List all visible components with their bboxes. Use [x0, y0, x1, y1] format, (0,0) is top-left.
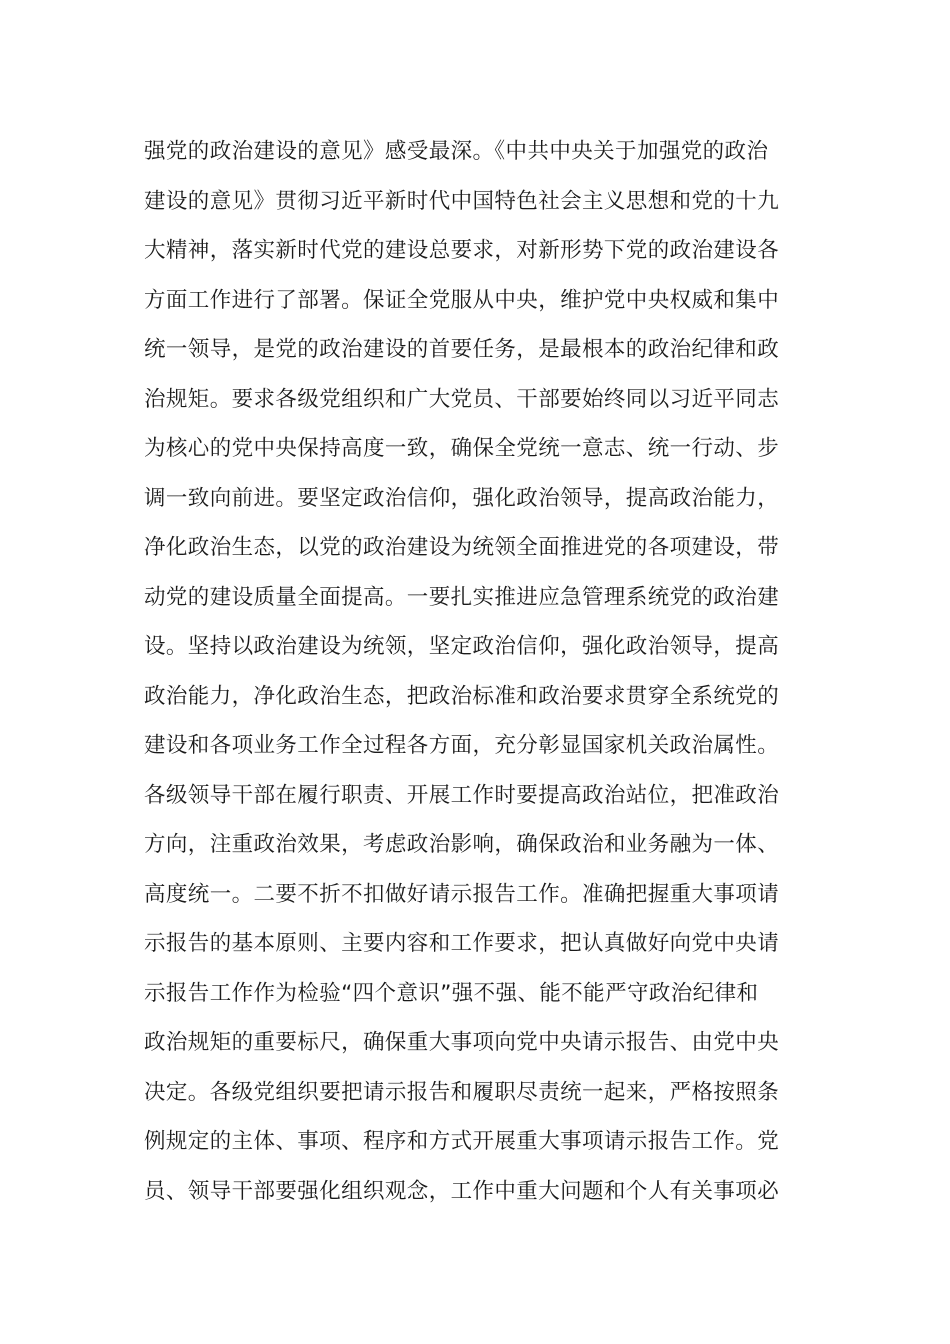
text-line-9: 净化政治生态，以党的政治建设为统领全面推进党的各项建设，带 [144, 535, 780, 560]
text-line-10: 动党的建设质量全面提高。一要扎实推进应急管理系统党的政治建 [144, 584, 780, 610]
text-line-3: 大精神，落实新时代党的建设总要求，对新形势下党的政治建设各 [144, 238, 780, 263]
text-line-18: 示报告工作作为检验“四个意识”强不强、能不能严守政治纪律和 [144, 980, 759, 1006]
text-line-17: 示报告的基本原则、主要内容和工作要求，把认真做好向党中央请 [144, 931, 780, 956]
text-line-4: 方面工作进行了部署。保证全党服从中央，维护党中央权威和集中 [144, 287, 780, 313]
text-line-5: 统一领导，是党的政治建设的首要任务，是最根本的政治纪律和政 [144, 337, 780, 362]
text-line-1: 强党的政治建设的意见》感受最深。《中共中央关于加强党的政治 [144, 139, 769, 164]
text-line-8: 调一致向前进。要坚定政治信仰，强化政治领导，提高政治能力， [144, 485, 780, 511]
text-line-2: 建设的意见》贯彻习近平新时代中国特色社会主义思想和党的十九 [144, 188, 780, 214]
text-line-14: 各级领导干部在履行职责、开展工作时要提高政治站位，把准政治 [144, 782, 780, 808]
text-line-7: 为核心的党中央保持高度一致，确保全党统一意志、统一行动、步 [144, 436, 780, 461]
text-line-22: 员、领导干部要强化组织观念，工作中重大问题和个人有关事项必 [144, 1178, 780, 1204]
text-line-11: 设。坚持以政治建设为统领，坚定政治信仰，强化政治领导，提高 [144, 634, 780, 659]
text-line-12: 政治能力，净化政治生态，把政治标准和政治要求贯穿全系统党的 [144, 683, 780, 709]
text-line-21: 例规定的主体、事项、程序和方式开展重大事项请示报告工作。党 [144, 1129, 780, 1154]
text-line-15: 方向，注重政治效果，考虑政治影响，确保政治和业务融为一体、 [144, 832, 780, 857]
text-line-19: 政治规矩的重要标尺，确保重大事项向党中央请示报告、由党中央 [144, 1030, 780, 1055]
text-line-20: 决定。各级党组织要把请示报告和履职尽责统一起来，严格按照条 [144, 1079, 780, 1105]
text-line-13: 建设和各项业务工作全过程各方面，充分彰显国家机关政治属性。 [144, 733, 780, 758]
body-text [144, 127, 804, 1216]
text-line-16: 高度统一。二要不折不扣做好请示报告工作。准确把握重大事项请 [144, 881, 780, 907]
text-line-6: 治规矩。要求各级党组织和广大党员、干部要始终同以习近平同志 [144, 386, 780, 412]
